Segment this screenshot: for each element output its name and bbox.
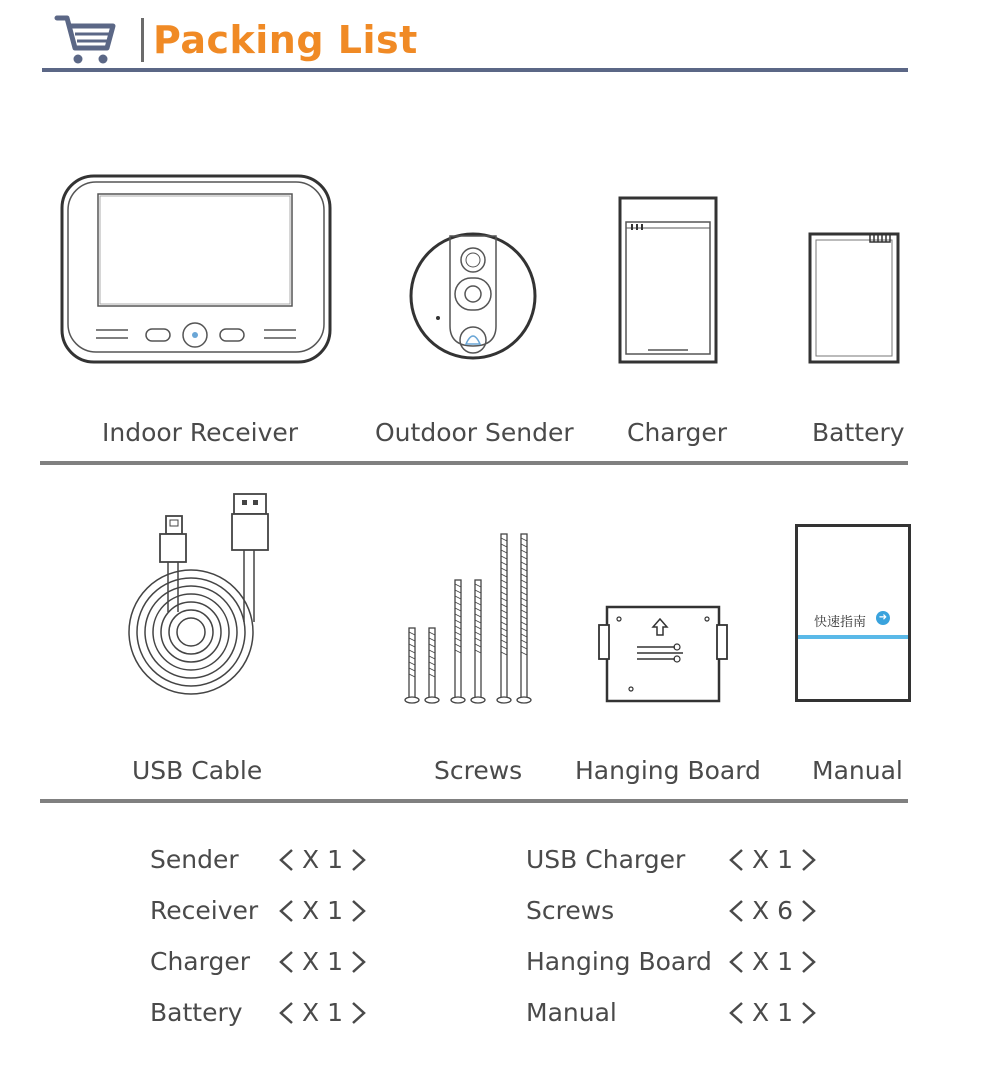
chevron-left-icon (728, 848, 744, 872)
outdoor-sender-icon (406, 234, 540, 362)
page-title: Packing List (153, 18, 418, 62)
quantity (278, 947, 367, 976)
chevron-right-icon (801, 848, 817, 872)
label-charger: Charger (627, 418, 727, 447)
charger-icon (618, 196, 718, 364)
chevron-right-icon (801, 899, 817, 923)
quantity (728, 998, 817, 1027)
quantity (278, 845, 367, 874)
quantity (728, 896, 817, 925)
checklist-item: Hanging Board (526, 947, 712, 976)
chevron-right-icon (801, 1001, 817, 1025)
quantity-value: X 1 (302, 947, 343, 976)
label-manual: Manual (812, 756, 903, 785)
shopping-cart-icon (55, 14, 117, 66)
arrow-right-icon: ➜ (876, 611, 890, 625)
quantity-value: X 1 (752, 947, 793, 976)
indoor-receiver-icon (60, 172, 332, 364)
quantity (278, 998, 367, 1027)
label-outdoor-sender: Outdoor Sender (375, 418, 574, 447)
quantity-value: X 1 (752, 998, 793, 1027)
manual-cover-stripe (798, 635, 908, 639)
checklist-item: USB Charger (526, 845, 686, 874)
label-usb-cable: USB Cable (132, 756, 263, 785)
header (0, 0, 1000, 80)
label-screws: Screws (434, 756, 523, 785)
checklist-item: Charger (150, 947, 250, 976)
quantity-value: X 1 (302, 998, 343, 1027)
checklist-item: Manual (526, 998, 617, 1027)
label-battery: Battery (812, 418, 905, 447)
quantity (728, 947, 817, 976)
screws-icon (404, 532, 536, 706)
battery-icon (808, 232, 900, 364)
divider-2 (40, 799, 908, 803)
quantity-value: X 1 (302, 845, 343, 874)
chevron-right-icon (351, 950, 367, 974)
checklist-item: Battery (150, 998, 243, 1027)
checklist-item: Screws (526, 896, 615, 925)
label-hanging-board: Hanging Board (575, 756, 761, 785)
label-indoor-receiver: Indoor Receiver (102, 418, 299, 447)
chevron-left-icon (278, 848, 294, 872)
chevron-left-icon (728, 1001, 744, 1025)
chevron-left-icon (728, 950, 744, 974)
chevron-right-icon (351, 899, 367, 923)
title-separator (141, 18, 144, 62)
usb-cable-icon (128, 492, 278, 704)
divider-1 (40, 461, 908, 465)
checklist-item: Sender (150, 845, 239, 874)
checklist-item: Receiver (150, 896, 259, 925)
chevron-right-icon (351, 848, 367, 872)
chevron-right-icon (351, 1001, 367, 1025)
title-underline (42, 68, 908, 72)
quantity-value: X 1 (752, 845, 793, 874)
chevron-right-icon (801, 950, 817, 974)
chevron-left-icon (278, 1001, 294, 1025)
chevron-left-icon (278, 899, 294, 923)
quantity (728, 845, 817, 874)
chevron-left-icon (728, 899, 744, 923)
quantity (278, 896, 367, 925)
chevron-left-icon (278, 950, 294, 974)
quantity-value: X 1 (302, 896, 343, 925)
quantity-value: X 6 (752, 896, 793, 925)
manual-icon (795, 524, 911, 702)
hanging-board-icon (597, 605, 729, 703)
manual-cover-title: 快速指南 (814, 615, 867, 630)
